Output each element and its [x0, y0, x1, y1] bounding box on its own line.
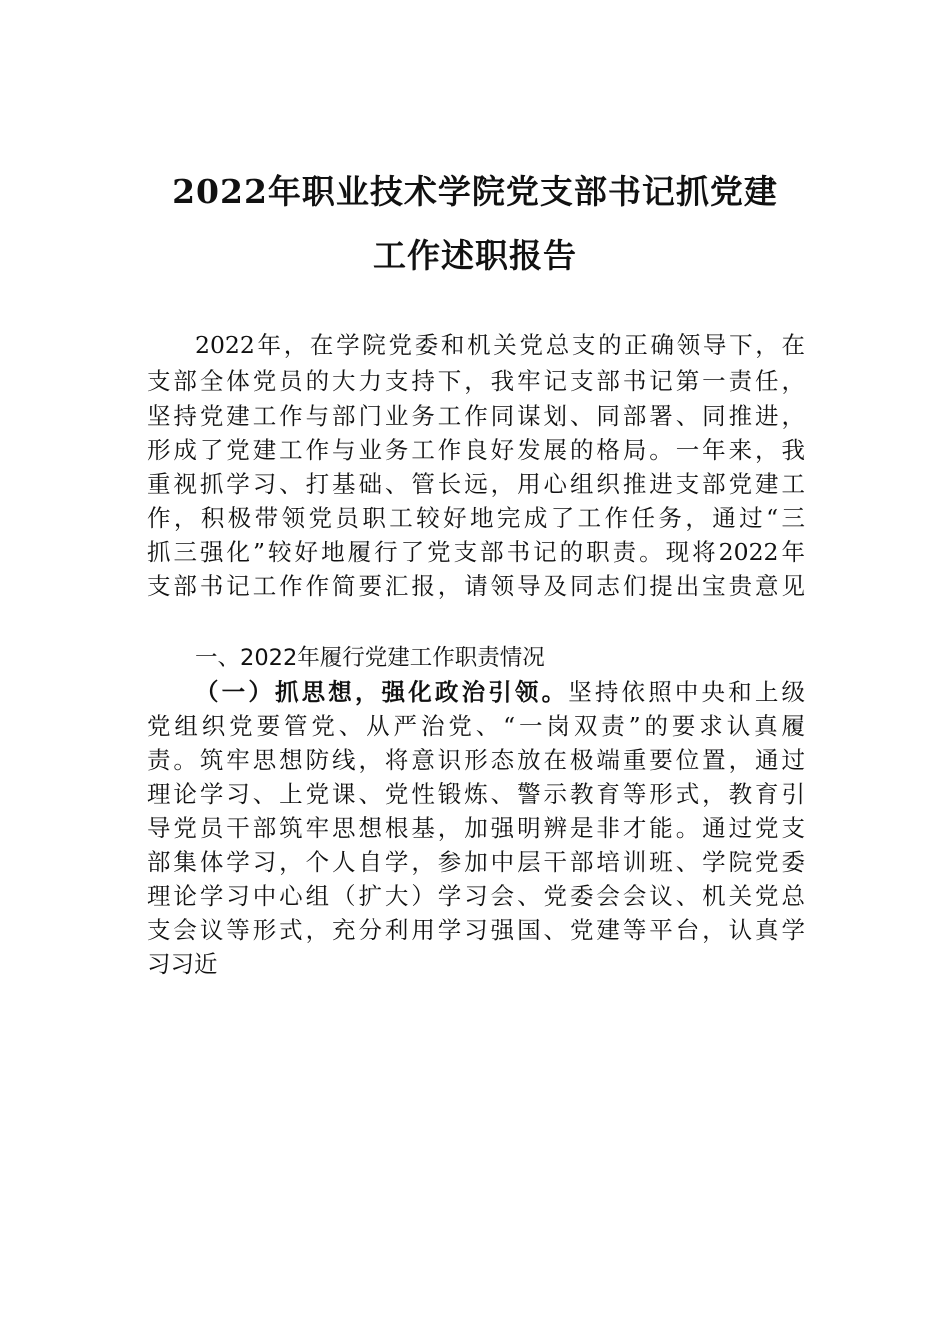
intro-line-5: 重视抓学习、打基础、管长远，用心组织推进支部党建工 — [147, 470, 805, 498]
intro-line-8: 支部书记工作作简要汇报，请领导及同志们提出宝贵意见 — [147, 572, 805, 600]
subsection-line-5: 导党员干部筑牢思想根基，加强明辨是非才能。通过党支 — [147, 814, 805, 842]
intro-line-2: 支部全体党员的大力支持下，我牢记支部书记第一责任， — [147, 367, 805, 395]
document-title-line-1: 2022年职业技术学院党支部书记抓党建 — [172, 172, 778, 211]
subsection-first-line — [195, 677, 805, 707]
section-heading: 一、2022年履行党建工作职责情况 — [195, 645, 545, 671]
subsection-line-3: 责。筑牢思想防线，将意识形态放在极端重要位置，通过 — [147, 746, 805, 774]
subsection-line-2: 党组织党要管党、从严治党、“一岗双责”的要求认真履 — [147, 712, 805, 740]
subsection-first-line-text: 坚持依照中央和上级 — [568, 678, 806, 706]
subsection-line-7: 理论学习中心组（扩大）学习会、党委会会议、机关党总 — [147, 882, 805, 910]
intro-line-4: 形成了党建工作与业务工作良好发展的格局。一年来，我 — [147, 436, 805, 464]
subsection-line-4: 理论学习、上党课、党性锻炼、警示教育等形式，教育引 — [147, 780, 805, 808]
subsection-title: （一）抓思想，强化政治引领。 — [195, 678, 569, 706]
intro-line-3: 坚持党建工作与部门业务工作同谋划、同部署、同推进， — [147, 402, 805, 430]
intro-line-6: 作，积极带领党员职工较好地完成了工作任务，通过“三 — [147, 504, 805, 532]
intro-line-7: 抓三强化”较好地履行了党支部书记的职责。现将2022年 — [147, 538, 805, 566]
document-title-line-2: 工作述职报告 — [373, 236, 577, 275]
subsection-line-9: 习习近 — [147, 950, 218, 978]
subsection-line-6: 部集体学习，个人自学，参加中层干部培训班、学院党委 — [147, 848, 805, 876]
subsection-line-8: 支会议等形式，充分利用学习强国、党建等平台，认真学 — [147, 916, 805, 944]
intro-line-1: 2022年，在学院党委和机关党总支的正确领导下，在 — [195, 331, 805, 359]
